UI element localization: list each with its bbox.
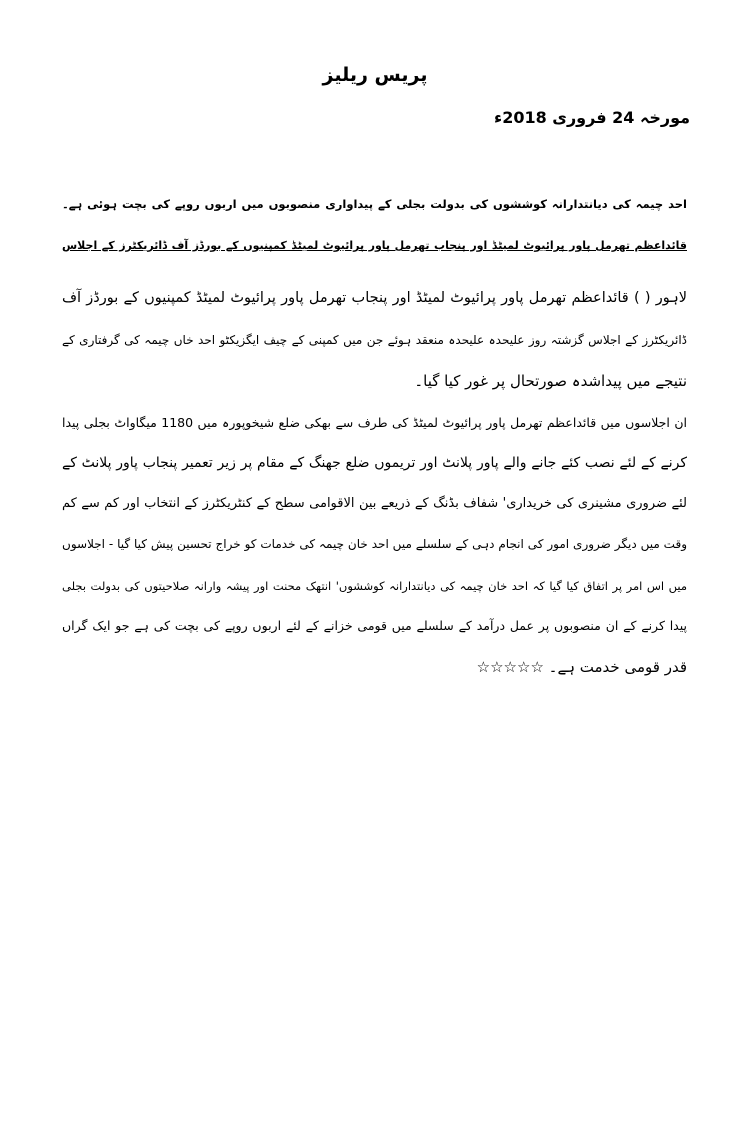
body-line: لاہور ( ) قائداعظم تھرمل پاور پرائیوٹ لمیٹڈ اور پنجاب تھرمل پاور پرائیوٹ لمیٹڈ کمپنیوں کے بورڈز آف xyxy=(62,290,687,306)
subheadline: قائداعظم تھرمل پاور پرائیوٹ لمیٹڈ اور پنجاب تھرمل پاور پرائیوٹ لمیٹڈ کمپنیوں کے بورڈز آف ڈائریکٹرز کے اجلاس xyxy=(62,239,687,252)
body-line: کرنے کے لئے نصب کئے جانے والے پاور پلانٹ اور تریموں ضلع جھنگ کے مقام پر زیر تعمیر پنجاب پاور پلانٹ کے xyxy=(62,455,687,471)
body-line: لئے ضروری مشینری کی خریداری' شفاف بڈنگ کے ذریعے بین الاقوامی سطح کے کنٹریکٹرز کے انتخاب اور کم سے کم xyxy=(62,496,687,511)
document-title: پریس ریلیز xyxy=(322,64,428,86)
body-line: قدر قومی خدمت ہے۔ ☆☆☆☆☆ xyxy=(476,658,687,676)
body-line: وقت میں دیگر ضروری امور کی انجام دہی کے سلسلے میں احد خان چیمہ کی خدمات کو خراج تحسین پیش کیا گیا - اجلاسوں xyxy=(62,537,687,551)
body-line: ڈائریکٹرز کے اجلاس گزشتہ روز علیحدہ علیحدہ منعقد ہوئے جن میں کمپنی کے چیف ایگزیکٹو احد خاں چیمہ کی گرفتاری کے xyxy=(62,333,687,347)
body-line: نتیجے میں پیداشدہ صورتحال پر غور کیا گیا۔ xyxy=(414,372,687,390)
body-line: ان اجلاسوں میں قائداعظم تھرمل پاور پرائیوٹ لمیٹڈ کی طرف سے بھکی ضلع شیخوپورہ میں 1180 میگاواٹ بجلی پیدا xyxy=(62,415,687,430)
headline: احد چیمہ کی دیانتدارانہ کوششوں کی بدولت بجلی کے پیداواری منصوبوں میں اربوں روپے کی بچت ہوئی ہے۔ xyxy=(62,197,687,211)
body-line: پیدا کرنے کے ان منصوبوں پر عمل درآمد کے سلسلے میں قومی خزانے کے لئے اربوں روپے کی بچت کی ہے جو ایک گراں xyxy=(62,618,687,633)
body-line: میں اس امر پر اتفاق کیا گیا کہ احد خان چیمہ کی دیانتدارانہ کوششوں' انتھک محنت اور پیشہ وارانہ صلاحیتوں کی بدولت بجلی xyxy=(62,579,687,593)
document-date: مورخہ 24 فروری 2018ء xyxy=(494,108,690,127)
